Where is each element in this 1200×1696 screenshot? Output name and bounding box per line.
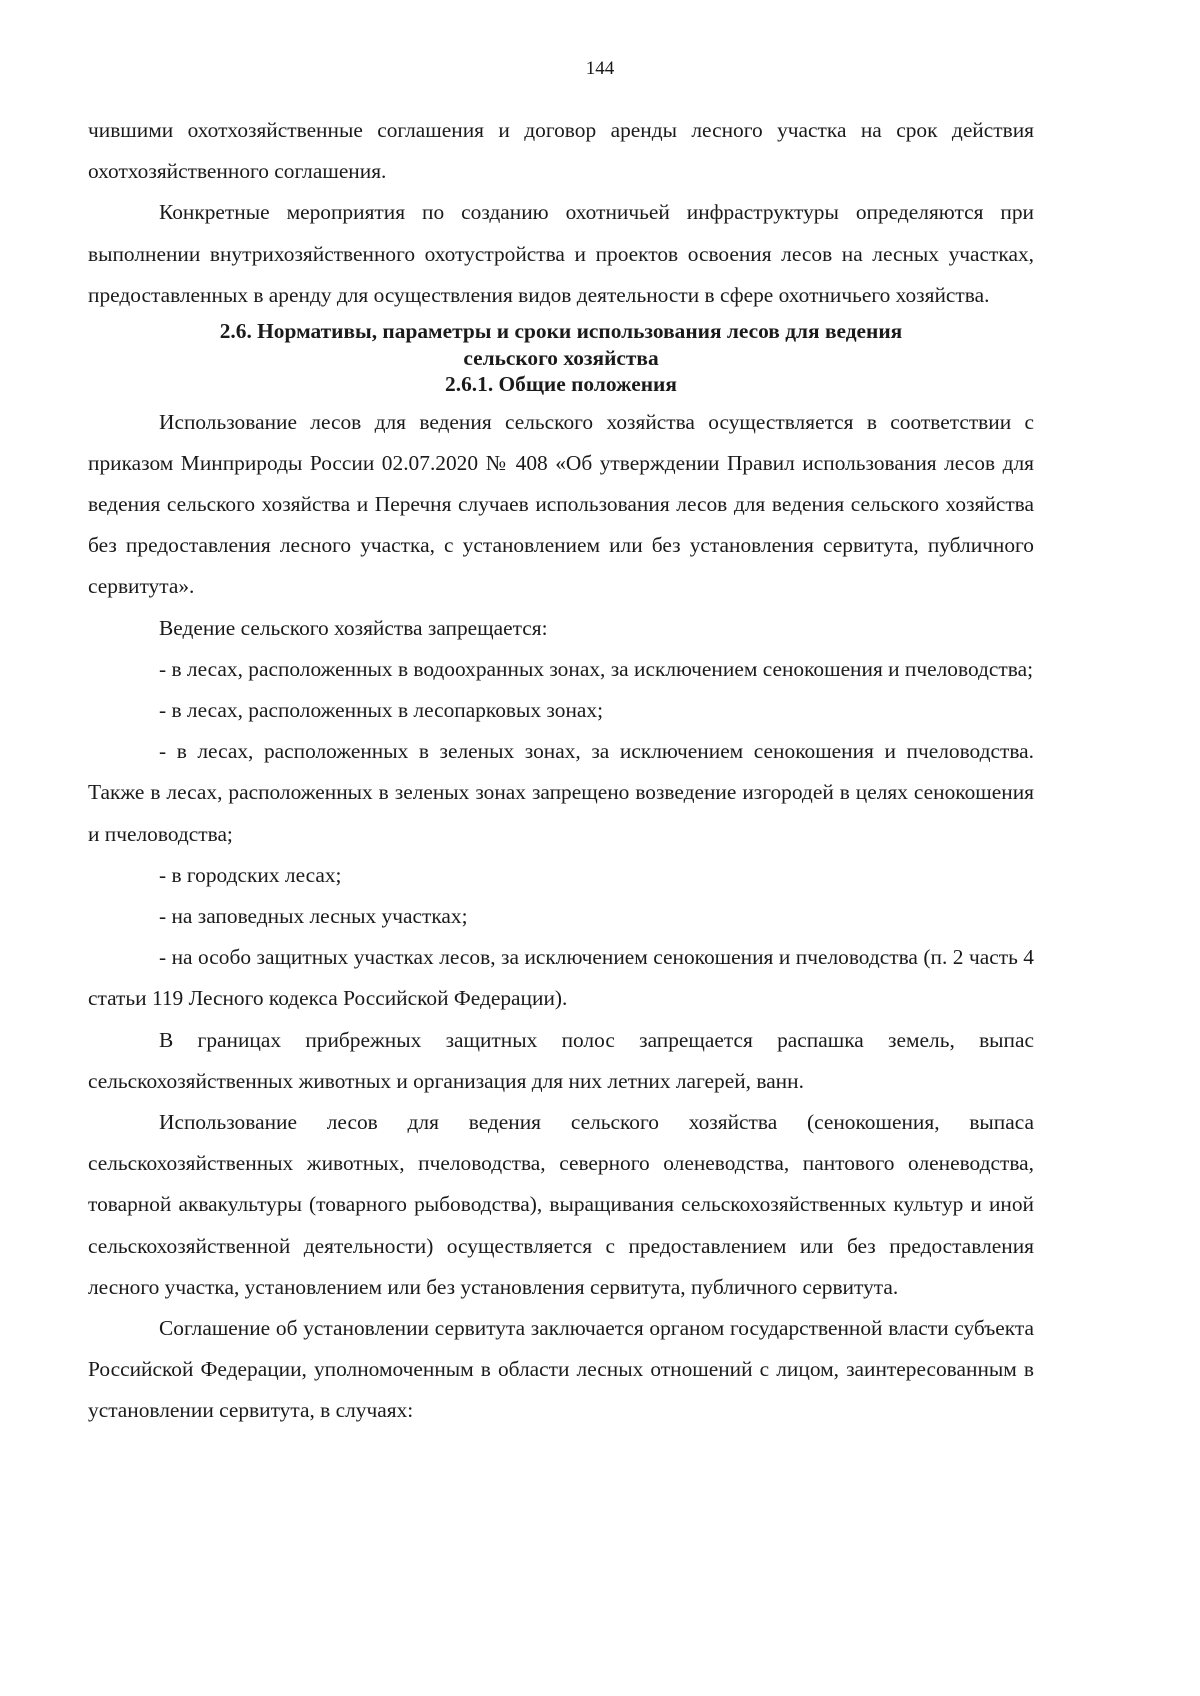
paragraph-hunting-infrastructure: Конкретные мероприятия по созданию охотничьей инфраструктуры определяются при выполнении внутрихозяйственного охотустройства и проектов освоения лесов на лесных участках, предоставленных в аренду для осуществления видов деятельности в сфере охотничьего хозяйства.	[88, 200, 1034, 307]
paragraph-prohibition-intro: Ведение сельского хозяйства запрещается:	[159, 615, 548, 640]
list-item-protective-plots: - на особо защитных участках лесов, за исключением сенокошения и пчеловодства (п. 2 часть 4 статьи 119 Лесного кодекса Российской Федерации).	[88, 945, 1034, 1011]
paragraph-coastal-strips: В границах прибрежных защитных полос запрещается распашка земель, выпас сельскохозяйственных животных и организация для них летних лагерей, ванн.	[88, 1027, 1034, 1093]
list-item-green-zones: - в лесах, расположенных в зеленых зонах, за исключением сенокошения и пчеловодства. Также в лесах, расположенных в зеленых зонах запрещено возведение изгородей в целях сенокошения и пчеловодства;	[88, 739, 1034, 846]
paragraph-servitude-agreement: Соглашение об установлении сервитута заключается органом государственной власти субъекта Российской Федерации, уполномоченным в области лесных отношений с лицом, заинтересованным в установлении сервитута, в случаях:	[88, 1315, 1034, 1423]
paragraph-agricultural-use: Использование лесов для ведения сельского хозяйства (сенокошения, выпаса сельскохозяйственных животных, пчеловодства, северного оленеводства, пантового оленеводства, товарной аквакультуры (товарного рыбоводства), выращивания сельскохозяйственных культур и иной сельскохозяйственной деятельности) осуществляется с предоставлением или без предоставления лесного участка, установлением или без установления сервитута, публичного сервитута.	[88, 1109, 1034, 1299]
section-title-line-1: 2.6. Нормативы, параметры и сроки использования лесов для ведения	[219, 319, 903, 344]
subsection-title: 2.6.1. Общие положения	[445, 372, 677, 397]
section-heading	[88, 316, 1034, 402]
paragraph-continuation: чившими охотхозяйственные соглашения и договор аренды лесного участка на срок действия охотхозяйственного соглашения.	[88, 118, 1034, 184]
paragraph-legal-basis: Использование лесов для ведения сельского хозяйства осуществляется в соответствии с приказом Минприроды России 02.07.2020 № 408 «Об утверждении Правил использования лесов для ведения сельского хозяйства и Перечня случаев использования лесов для ведения сельского хозяйства без предоставления лесного участка, с установлением или без установления сервитута, публичного сервитута».	[88, 409, 1034, 599]
list-item-water-protection: - в лесах, расположенных в водоохранных зонах, за исключением сенокошения и пчеловодства;	[159, 656, 1034, 681]
page-body	[88, 110, 1034, 1432]
list-item-urban-forests: - в городских лесах;	[159, 862, 342, 887]
list-item-forest-park: - в лесах, расположенных в лесопарковых зонах;	[159, 697, 604, 722]
section-title-line-2: сельского хозяйства	[463, 345, 659, 370]
page-number: 144	[585, 58, 615, 79]
list-item-reserved-plots: - на заповедных лесных участках;	[159, 903, 468, 928]
